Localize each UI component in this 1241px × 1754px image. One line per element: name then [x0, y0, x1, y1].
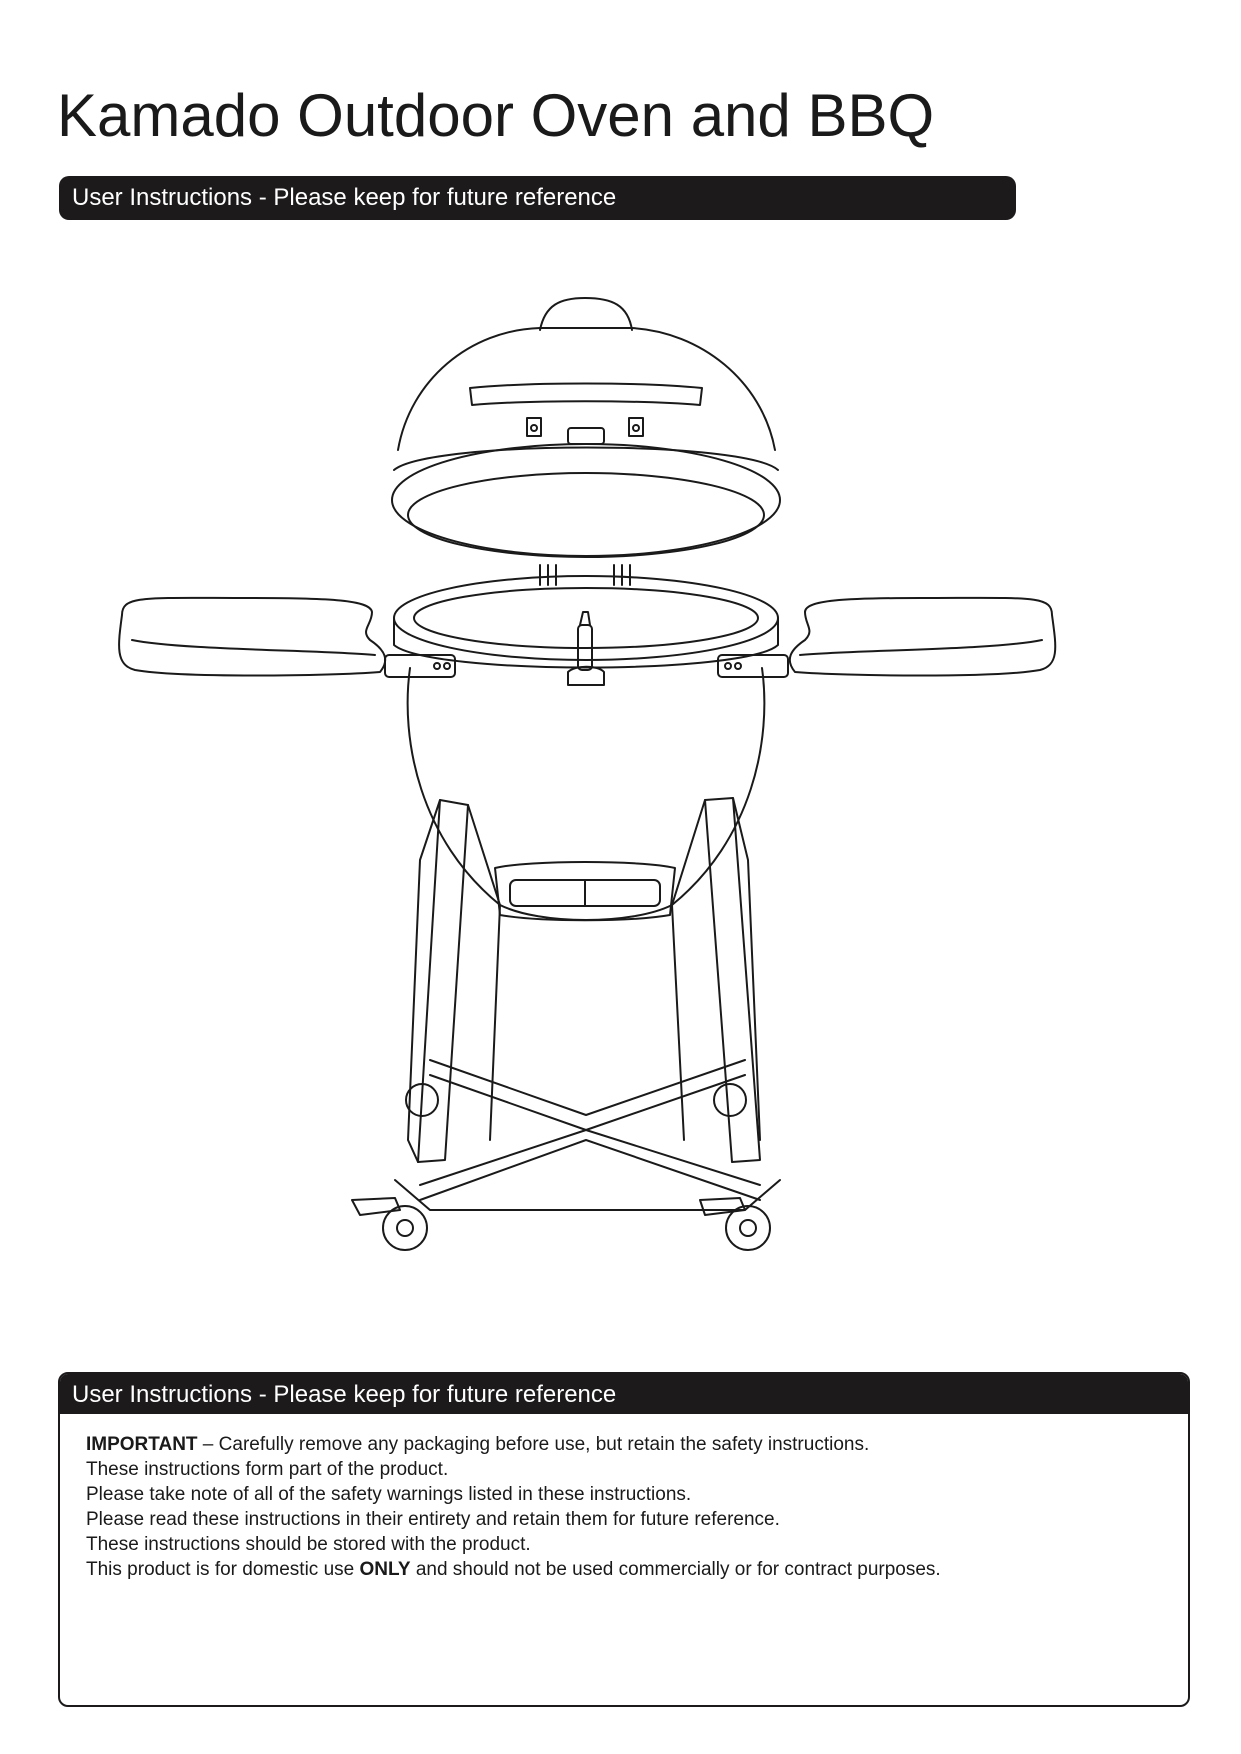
lid-vent-cap: [540, 298, 632, 330]
info-line: These instructions form part of the product.: [86, 1459, 449, 1480]
info-line: Please take note of all of the safety warnings listed in these instructions.: [86, 1484, 692, 1505]
lid-rim-outer: [392, 444, 780, 556]
lid-rim-inner: [408, 473, 764, 557]
base-rim-inner: [414, 588, 758, 648]
caster-wheel-right: [726, 1206, 770, 1250]
info-box-body: [60, 1414, 1188, 1582]
instructions-banner: User Instructions - Please keep for future reference: [59, 176, 1016, 220]
info-box-header: User Instructions - Please keep for future reference: [60, 1374, 1188, 1414]
stand-leg-right-front: [705, 798, 760, 1162]
page-title: Kamado Outdoor Oven and BBQ: [57, 82, 935, 149]
kamado-grill-illustration: [110, 290, 1070, 1260]
shelf-bracket-right: [718, 655, 788, 677]
cross-brace: [430, 1060, 745, 1130]
side-shelf-right: [790, 598, 1055, 676]
important-label: IMPORTANT: [86, 1434, 198, 1455]
info-line: These instructions should be stored with the product.: [86, 1534, 531, 1555]
caster-wheel-left: [383, 1206, 427, 1250]
stand-leg-left-front: [418, 800, 468, 1162]
important-info-box: [58, 1372, 1190, 1707]
lid-handle-bracket-right: [629, 418, 643, 436]
info-line: This product is for domestic use ONLY and should not be used commercially or for contract purposes.: [86, 1559, 941, 1580]
lid-handle: [470, 384, 702, 406]
side-shelf-left: [119, 598, 385, 676]
lid-latch: [568, 428, 604, 444]
only-label: ONLY: [359, 1559, 411, 1580]
info-line: IMPORTANT – Carefully remove any packaging before use, but retain the safety instructions.: [86, 1434, 870, 1455]
lid-handle-bracket-left: [527, 418, 541, 436]
info-line: Please read these instructions in their entirety and retain them for future reference.: [86, 1509, 780, 1530]
hinge-spring: [540, 565, 630, 585]
lid-dome: [398, 328, 775, 450]
